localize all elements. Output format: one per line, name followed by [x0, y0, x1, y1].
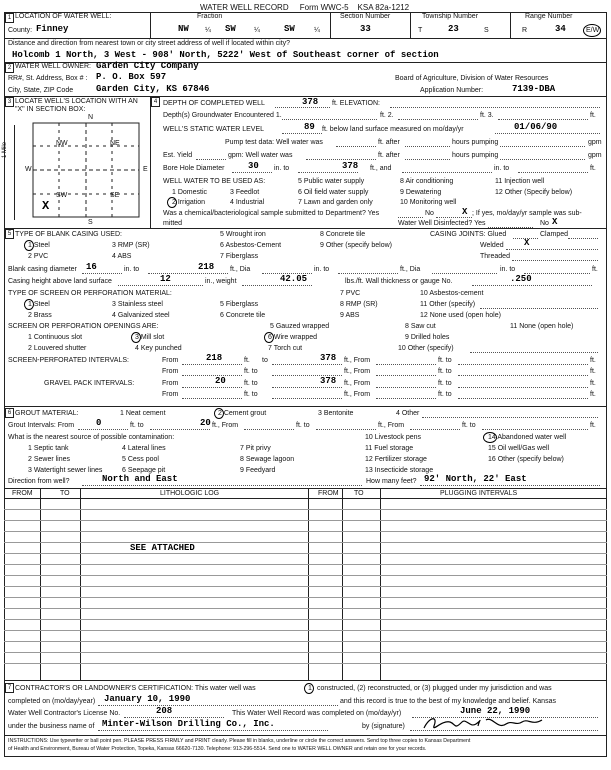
use-9: 9 Dewatering [400, 189, 442, 196]
diam-in-2-label: in. to [314, 266, 330, 273]
fraction-2: SW [225, 24, 236, 34]
location-x-mark: X [42, 199, 50, 213]
south-label: S [88, 219, 93, 226]
grout-2: 2 Cement grout [218, 410, 267, 417]
bore-to-value: 378 [342, 161, 359, 171]
static-level-value: 89 [304, 122, 315, 132]
ew-circle [583, 24, 601, 37]
use-10: 10 Monitoring well [400, 199, 457, 206]
use-7: 7 Lawn and garden only [298, 199, 373, 206]
source-15: 15 Oil well/Gas well [488, 445, 550, 452]
gp-from-value: 20 [215, 376, 226, 386]
address-value: P. O. Box 597 [96, 72, 167, 82]
gp-from-2-label: From [162, 391, 179, 398]
welded-label: Welded [480, 242, 504, 249]
lithologic-log-header: LITHOLOGIC LOG [160, 490, 220, 497]
disinfected-label: Water Well Disinfected? Yes [398, 220, 486, 227]
opening-3-circle [131, 332, 141, 343]
welded-x: X [524, 238, 530, 248]
use-3: 3 Feedlot [230, 189, 260, 196]
quarter-1: ¼ [205, 27, 211, 34]
application-label: Application Number: [420, 87, 484, 94]
source-12: 12 Fertilizer storage [365, 456, 427, 463]
log-to-header-2: TO [354, 490, 364, 497]
bore-label: Bore Hole Diameter [163, 165, 225, 172]
spi-from-value: 218 [206, 353, 223, 363]
screen-intervals-label: SCREEN-PERFORATED INTERVALS: [8, 357, 129, 364]
casing-8: 8 Concrete tile [320, 231, 366, 238]
gravel-pack-label: GRAVEL PACK INTERVALS: [44, 380, 135, 387]
signature-label: by (signature) [362, 723, 405, 730]
joints-label: CASING JOINTS: Glued [430, 231, 507, 238]
range-value: 34 [555, 24, 566, 34]
casing-9: 9 Other (specify below) [320, 242, 392, 249]
use-11: 11 Injection well [495, 178, 545, 185]
completed-tail: and this record is true to the best of my knowledge and belief. Kansas [340, 698, 556, 705]
opening-10: 10 Other (specify) [398, 345, 454, 352]
disinfected-no-label: No [540, 220, 549, 227]
pump-test-label: Pump test data: Well water was [225, 139, 323, 146]
grout-from-value: 0 [96, 418, 102, 428]
source-6: 6 Seepage pit [122, 467, 166, 474]
s3-label: LOCATE WELL'S LOCATION WITH AN "X" IN SECTION BOX: [15, 98, 138, 113]
use-4: 4 Industrial [230, 199, 265, 206]
material-9: 9 ABS [340, 312, 360, 319]
contamination-label: What is the nearest source of possible contamination: [8, 434, 175, 441]
grout-1: 1 Neat cement [120, 410, 166, 417]
s2-label: WATER WELL OWNER: [15, 63, 91, 70]
s5-label: TYPE OF BLANK CASING USED: [15, 231, 122, 238]
use-2-circle [167, 197, 177, 208]
gw-ft-label: ft. [590, 112, 596, 119]
feet-value: 92' North, 22' East [424, 474, 527, 484]
chem-no-label: No [425, 210, 434, 217]
casing-diameter-value: 16 [86, 262, 97, 272]
casing-4: 4 ABS [112, 253, 132, 260]
source-1: 1 Septic tank [28, 445, 69, 452]
record-completed-value: June 22, 1990 [460, 706, 531, 716]
chem-label: Was a chemical/bacteriological sample submitted to Department? Yes [163, 210, 380, 217]
diam-dia-label: ft., Dia [230, 266, 251, 273]
section-7-number: 7 [5, 683, 14, 693]
city-value: Garden City, KS 67846 [96, 84, 210, 94]
casing-2: 2 PVC [28, 253, 49, 260]
gp-to-value: 378 [320, 376, 337, 386]
business-value: Minter-Wilson Drilling Co., Inc. [102, 719, 275, 729]
opening-4: 4 Key punched [135, 345, 182, 352]
grout-3: 3 Bentonite [318, 410, 354, 417]
se-label: SE [110, 192, 120, 199]
est-hours-label: hours pumping [452, 152, 499, 159]
diam-in-3-label: in. to [500, 266, 516, 273]
fraction-3: SW [284, 24, 295, 34]
spi-ft-1: ft. [244, 357, 250, 364]
material-10: 10 Asbestos-cement [420, 290, 484, 297]
see-attached: SEE ATTACHED [130, 543, 195, 553]
opening-9: 9 Drilled holes [405, 334, 450, 341]
lbs-label: lbs./ft. Wall thickness or gauge No. [345, 278, 453, 285]
r-label: R [522, 27, 528, 34]
source-7: 7 Pit privy [240, 445, 271, 452]
grout-to-value: 20 [200, 418, 211, 428]
material-2: 2 Brass [28, 312, 52, 319]
plugging-intervals-header: PLUGGING INTERVALS [440, 490, 518, 497]
use-6: 6 Oil field water supply [298, 189, 369, 196]
source-10: 10 Livestock pens [365, 434, 422, 441]
spi-from-2-label: From [162, 368, 179, 375]
material-12: 12 None used (open hole) [420, 312, 501, 319]
bore-in-label: in. to [274, 165, 290, 172]
opening-1: 1 Continuous slot [28, 334, 83, 341]
completed-label: completed on (mo/day/year) [8, 698, 96, 705]
material-3: 3 Stainless steel [112, 301, 163, 308]
gp-from-1-label: From [162, 380, 179, 387]
material-1: 1 Steel [28, 301, 50, 308]
est-gpm-label: gpm [588, 152, 602, 159]
county-label: County: [8, 27, 33, 34]
source-2: 2 Sewer lines [28, 456, 71, 463]
weight-value: 42.05 [280, 274, 308, 284]
cert-option-1-circle [304, 683, 314, 694]
instructions-line-1: INSTRUCTIONS: Use typewriter or ball point pen. PLEASE PRESS FIRMLY and PRINT clearly. Please fill in blanks, underline or circle the correct answers. Send top three copies to Kansas Department [8, 738, 471, 744]
north-label: N [88, 114, 94, 121]
chem-x: X [462, 207, 468, 217]
form-title: WATER WELL RECORD Form WWC-5 KSA 82a-1212 [200, 3, 410, 12]
grout-4: 4 Other [396, 410, 420, 417]
grout-intervals-label: Grout Intervals: From [8, 422, 75, 429]
opening-6-circle [264, 332, 274, 343]
material-1-circle [24, 299, 34, 310]
opening-7: 7 Torch cut [268, 345, 303, 352]
casing-5: 5 Wrought iron [220, 231, 266, 238]
chem-tail-label: ; If yes, mo/day/yr sample was sub- [472, 210, 582, 217]
county-value: Finney [36, 24, 69, 34]
s-label: S [484, 27, 489, 34]
instructions-line-2: of Health and Environment, Bureau of Water Protection, Topeka, Kansas 66620-7130. Telephone: 913-296-5514. Send one to WATER WELL OWNER and retain one for your records. [8, 746, 427, 752]
use-1: 1 Domestic [172, 189, 208, 196]
threaded-label: Threaded [480, 253, 510, 260]
section-4-number: 4 [151, 97, 160, 107]
completed-value: January 10, 1990 [104, 694, 191, 704]
source-14: 14 Abandoned water well [488, 434, 567, 441]
groundwater-label: Depth(s) Groundwater Encountered 1. [163, 112, 282, 119]
section-number-label: Section Number [340, 13, 391, 20]
casing-1: 1 Steel [28, 242, 50, 249]
owner-value: Garden City Company [96, 61, 199, 71]
material-7: 7 PVC [340, 290, 361, 297]
pump-after-label: ft. after [378, 139, 400, 146]
diam-ft-label: ft. [592, 266, 598, 273]
static-level-label: WELL'S STATIC WATER LEVEL [163, 126, 265, 133]
material-8: 8 RMP (SR) [340, 301, 378, 308]
source-16: 16 Other (specify below) [488, 456, 564, 463]
east-label: E [143, 166, 148, 173]
bore-and-label: ft., and [370, 165, 392, 172]
source-4: 4 Lateral lines [122, 445, 166, 452]
gauge-value: .250 [510, 274, 532, 284]
ne-label: NE [110, 140, 120, 147]
fraction-label: Fraction [197, 13, 223, 20]
direction-label: Direction from well? [8, 478, 70, 485]
record-completed-label: This Water Well Record was completed on (mo/day/yr) [232, 710, 402, 717]
license-value: 208 [156, 706, 173, 716]
material-6: 6 Concrete tile [220, 312, 266, 319]
source-3: 3 Watertight sewer lines [28, 467, 103, 474]
weight-label: in., weight [205, 278, 237, 285]
bore-value: 30 [248, 161, 259, 171]
screen-material-label: TYPE OF SCREEN OR PERFORATION MATERIAL: [8, 290, 172, 297]
certification-label: CONTRACTOR'S OR LANDOWNER'S CERTIFICATION: This water well was [15, 685, 256, 692]
static-date-value: 01/06/90 [514, 122, 558, 132]
casing-3: 3 RMP (SR) [112, 242, 150, 249]
gw-3-label: ft. 3. [480, 112, 494, 119]
source-8: 8 Sewage lagoon [240, 456, 295, 463]
casing-1-circle [24, 240, 34, 251]
section-6-number: 6 [5, 408, 14, 418]
ew-label: E/W [586, 27, 600, 34]
material-4: 4 Galvanized steel [112, 312, 170, 319]
casing-diameter-label: Blank casing diameter [8, 266, 77, 273]
source-13: 13 Insecticide storage [365, 467, 434, 474]
direction-value: North and East [102, 474, 178, 484]
use-2: 2 Irrigation [172, 199, 206, 206]
mile-label: 1 Mile [2, 141, 8, 158]
depth-value: 378 [302, 97, 319, 107]
disinfected-x: X [552, 217, 558, 227]
business-label: under the business name of [8, 723, 95, 730]
section-1-number: 1 [5, 13, 14, 23]
est-yield-label: Est. Yield [163, 152, 193, 159]
casing-6: 6 Asbestos-Cement [220, 242, 282, 249]
township-value: 23 [448, 24, 459, 34]
spi-to-value: 378 [320, 353, 337, 363]
board-label: Board of Agriculture, Division of Water Resources [395, 75, 549, 82]
certification-tail: constructed, (2) reconstructed, or (3) plugged under my jurisdiction and was [317, 685, 552, 692]
city-label: City, State, ZIP Code [8, 87, 74, 94]
depth-label: DEPTH OF COMPLETED WELL [163, 100, 265, 107]
static-measured-label: ft. below land surface measured on mo/day/yr [322, 126, 464, 133]
diam-to-value: 218 [198, 262, 215, 272]
est-after-label: ft. after [378, 152, 400, 159]
log-from-header: FROM [12, 490, 33, 497]
water-use-label: WELL WATER TO BE USED AS: [163, 178, 266, 185]
use-5: 5 Public water supply [298, 178, 365, 185]
grout-label: GROUT MATERIAL: [15, 410, 79, 417]
log-to-header: TO [60, 490, 70, 497]
clamped-label: Clamped [540, 231, 569, 238]
casing-7: 7 Fiberglass [220, 253, 259, 260]
openings-label: SCREEN OR PERFORATION OPENINGS ARE: [8, 323, 159, 330]
sw-label: SW [56, 192, 68, 199]
material-5: 5 Fiberglass [220, 301, 259, 308]
bore-in-to-label: in. to [494, 165, 510, 172]
cert-option-1: 1 [308, 685, 312, 692]
opening-3: 3 Mill slot [135, 334, 165, 341]
license-label: Water Well Contractor's License No. [8, 710, 121, 717]
est-water-label: gpm: Well water was [228, 152, 293, 159]
use-8: 8 Air conditioning [400, 178, 454, 185]
section-5-number: 5 [5, 229, 14, 239]
source-11: 11 Fuel storage [365, 445, 414, 452]
source-14-circle [483, 432, 497, 443]
material-11: 11 Other (specify) [420, 301, 476, 308]
opening-11: 11 None (open hole) [510, 323, 574, 330]
opening-8: 8 Saw cut [405, 323, 436, 330]
distance-label: Distance and direction from nearest town or city street address of well if located within city? [8, 40, 291, 47]
quarter-2: ¼ [254, 27, 260, 34]
address-label: RR#, St. Address, Box # : [8, 75, 88, 82]
source-5: 5 Cess pool [122, 456, 159, 463]
nw-label: NW [56, 140, 68, 147]
fraction-1: NW [178, 24, 189, 34]
casing-height-value: 12 [160, 274, 171, 284]
quarter-3: ¼ [314, 27, 320, 34]
opening-6: 6 Wire wrapped [268, 334, 318, 341]
section-2-number: 2 [5, 63, 14, 73]
township-label: Township Number [422, 13, 479, 20]
how-many-feet-label: How many feet? [366, 478, 417, 485]
bore-ft-label: ft. [590, 165, 596, 172]
section-value: 33 [360, 24, 371, 34]
source-9: 9 Feedyard [240, 467, 276, 474]
gw-2-label: ft. 2. [380, 112, 394, 119]
spi-from-1-label: From [162, 357, 179, 364]
range-label: Range Number [525, 13, 573, 20]
log-from-header-2: FROM [318, 490, 339, 497]
diam-in-label: in. to [124, 266, 140, 273]
grout-2-circle [214, 408, 224, 419]
pump-gpm-label: gpm [588, 139, 602, 146]
mitted-label: mitted [163, 220, 183, 227]
s1-label: LOCATION OF WATER WELL: [15, 13, 112, 20]
diam-dia-2-label: ft., Dia [400, 266, 421, 273]
casing-height-label: Casing height above land surface [8, 278, 112, 285]
west-label: W [25, 166, 32, 173]
t-label: T [418, 27, 423, 34]
distance-value: Holcomb 1 North, 3 West - 908' North, 5222' West of Southeast corner of section [12, 50, 439, 60]
elevation-label: ft. ELEVATION: [332, 100, 380, 107]
opening-5: 5 Gauzed wrapped [270, 323, 330, 330]
application-value: 7139-DBA [512, 84, 556, 94]
signature-mark [420, 712, 550, 734]
opening-2: 2 Louvered shutter [28, 345, 87, 352]
pump-hours-label: hours pumping [452, 139, 499, 146]
section-3-number: 3 [5, 97, 14, 107]
use-12: 12 Other (Specify below) [495, 189, 573, 196]
